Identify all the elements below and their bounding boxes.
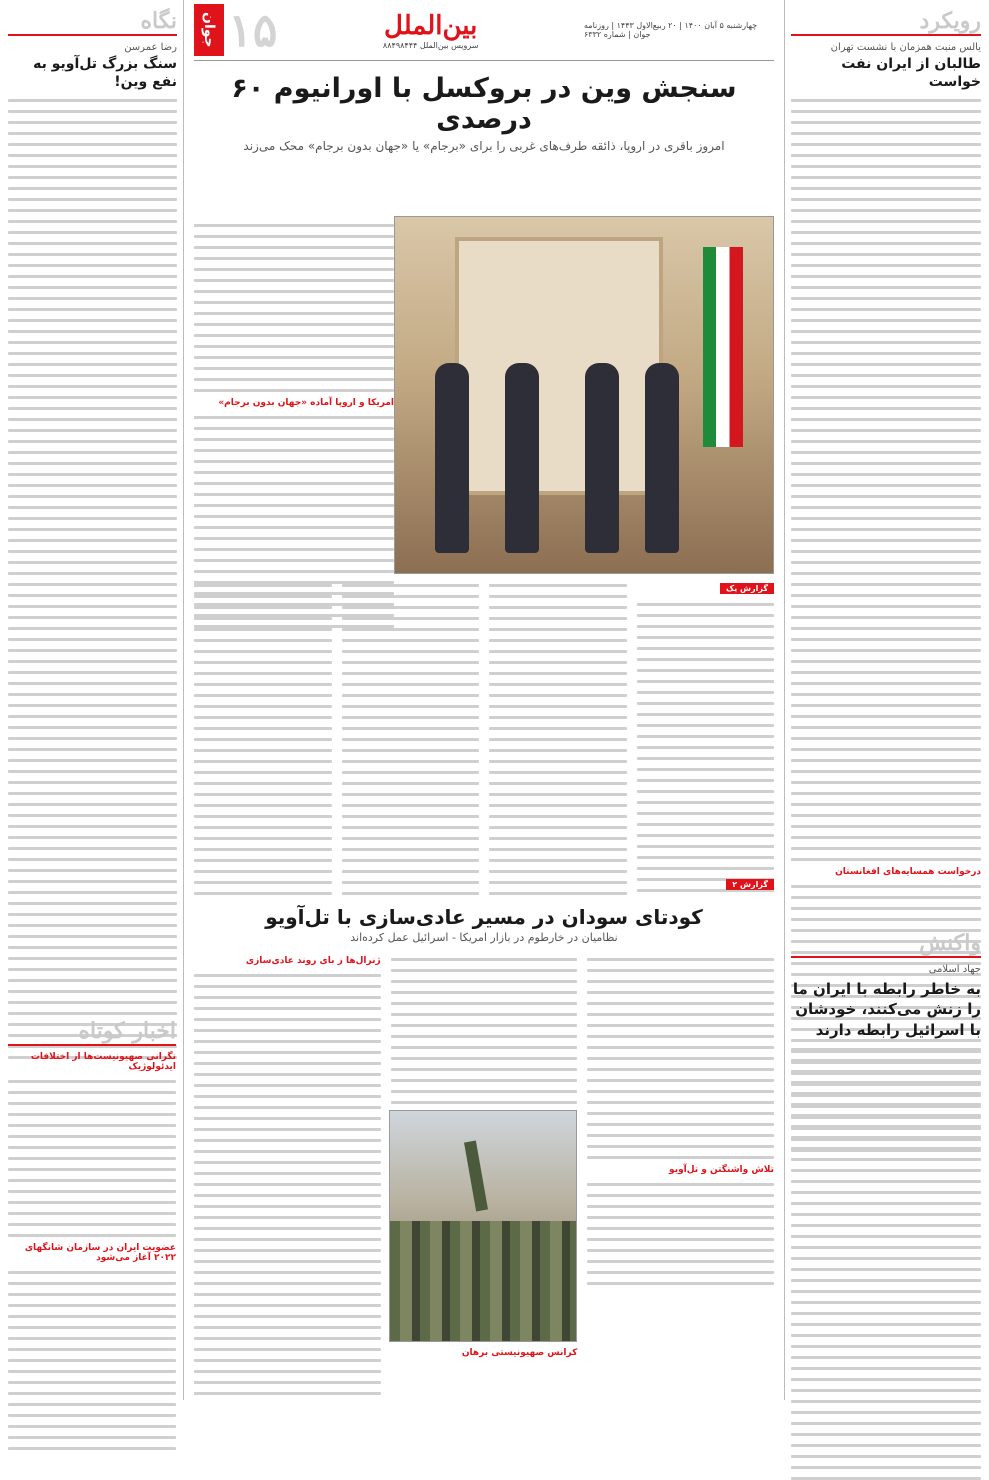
body-text-block bbox=[587, 958, 774, 1159]
masthead bbox=[194, 0, 774, 61]
brand-sub: سرویس بین‌الملل ۸۸۴۹۸۴۴۴ bbox=[382, 40, 479, 50]
headline: سنگ بزرگ تل‌آویو به نفع وین! bbox=[33, 56, 177, 91]
author: رضا عمرسن bbox=[124, 42, 177, 53]
article-subheadline: نظامیان در خارطوم در بازار امریکا - اسرائیل عمل کرده‌اند bbox=[350, 931, 618, 944]
section-title: اخبار کوتاه bbox=[78, 1018, 176, 1044]
brief-title: عضویت ایران در سازمان شانگهای ۲۰۲۲ آغاز می‌شود bbox=[24, 1243, 176, 1263]
photo-person bbox=[585, 363, 619, 553]
main-subheadline: امروز باقری در اروپا، ذائقه طرف‌های غربی را برای «برجام» یا «جهان بدون برجام» محک می‌زند bbox=[243, 139, 725, 153]
subheading: تلاش واشنگتن و تل‌آویو bbox=[669, 1165, 774, 1175]
subheading: درخواست همسایه‌های افغانستان bbox=[835, 867, 981, 878]
subheading: کرانس صهیونیستی برهان bbox=[461, 1348, 578, 1358]
report-tag: گزارش ۲ bbox=[726, 879, 774, 890]
sudan-photo bbox=[389, 1110, 578, 1342]
main-article-columns bbox=[194, 576, 774, 866]
article-columns bbox=[194, 950, 774, 1395]
subheading: ژنرال‌ها ز بای روند عادی‌سازی bbox=[245, 956, 381, 966]
logo bbox=[194, 3, 277, 57]
section-header bbox=[791, 922, 981, 958]
photo-door bbox=[455, 237, 663, 495]
report-tag: گزارش یک bbox=[720, 583, 774, 594]
text-column bbox=[342, 576, 480, 866]
body-text-block bbox=[587, 1183, 774, 1285]
text-column bbox=[194, 950, 381, 1395]
photo-person bbox=[435, 363, 469, 553]
section-title: واکنش bbox=[919, 930, 981, 956]
main-text-column bbox=[194, 216, 394, 628]
body-text-block bbox=[194, 224, 394, 392]
body-text-block bbox=[791, 99, 981, 861]
photo-crowd bbox=[390, 1221, 577, 1341]
headline: طالبان از ایران نفت خواست bbox=[841, 56, 981, 91]
body-text-block bbox=[489, 584, 627, 895]
logo-box: جوان bbox=[194, 4, 224, 56]
text-column bbox=[489, 576, 627, 866]
right-column bbox=[784, 0, 989, 1400]
photo-person bbox=[645, 363, 679, 553]
left-column bbox=[0, 0, 184, 1400]
headline: به خاطر رابطه با ایران ما را زنش می‌کنند، خودشان با اسرائیل رابطه دارند bbox=[792, 980, 981, 1039]
news-briefs bbox=[8, 1010, 176, 1450]
photo-raised-arm bbox=[464, 1140, 488, 1211]
brand-title: بین‌الملل bbox=[384, 10, 478, 41]
main-column bbox=[184, 0, 784, 1400]
body-text-block bbox=[791, 1048, 981, 1480]
body-text-block bbox=[637, 603, 775, 892]
dateline: چهارشنبه ۵ آبان ۱۴۰۰ | ۲۰ ربیع‌الاول ۱۴۴۳ | روزنامه جوان | شماره ۶۳۳۲ bbox=[584, 21, 758, 39]
meeting-photo bbox=[394, 216, 774, 574]
article-headline: کودتای سودان در مسیر عادی‌سازی با تل‌آویو bbox=[265, 905, 703, 929]
reaction-box bbox=[791, 922, 981, 1480]
kicker: یالس منبت همزمان با نشست تهران bbox=[830, 42, 981, 53]
inline-subheading: امریکا و اروپا آماده «جهان بدون برجام» bbox=[218, 398, 394, 408]
body-text-block bbox=[8, 1080, 176, 1237]
body-text-block bbox=[8, 99, 177, 1059]
body-text-block bbox=[194, 974, 381, 1395]
kicker: جهاد اسلامی bbox=[928, 964, 981, 975]
text-column bbox=[194, 576, 332, 866]
photo-person bbox=[505, 363, 539, 553]
brief-title: نگرانی صهیونیست‌ها از اختلافات ایدئولوژیک bbox=[30, 1052, 176, 1072]
section-header bbox=[8, 0, 177, 36]
photo-flag bbox=[703, 247, 743, 447]
section-header bbox=[8, 1010, 176, 1046]
text-column bbox=[587, 950, 774, 1395]
body-text-block bbox=[8, 1271, 176, 1450]
section-header bbox=[791, 0, 981, 36]
text-column bbox=[391, 950, 578, 1395]
page-number: ۱۵ bbox=[228, 3, 278, 57]
main-headline: سنجش وین در بروکسل با اورانیوم ۶۰ درصدی bbox=[231, 73, 737, 135]
brand bbox=[383, 11, 479, 50]
sudan-article bbox=[194, 872, 774, 1395]
section-title: نگاه bbox=[140, 8, 177, 34]
text-column bbox=[637, 576, 775, 866]
body-text-block bbox=[342, 584, 480, 895]
section-title: رویکرد bbox=[919, 8, 981, 34]
body-text-block bbox=[194, 584, 332, 895]
body-text-block bbox=[391, 958, 578, 1104]
